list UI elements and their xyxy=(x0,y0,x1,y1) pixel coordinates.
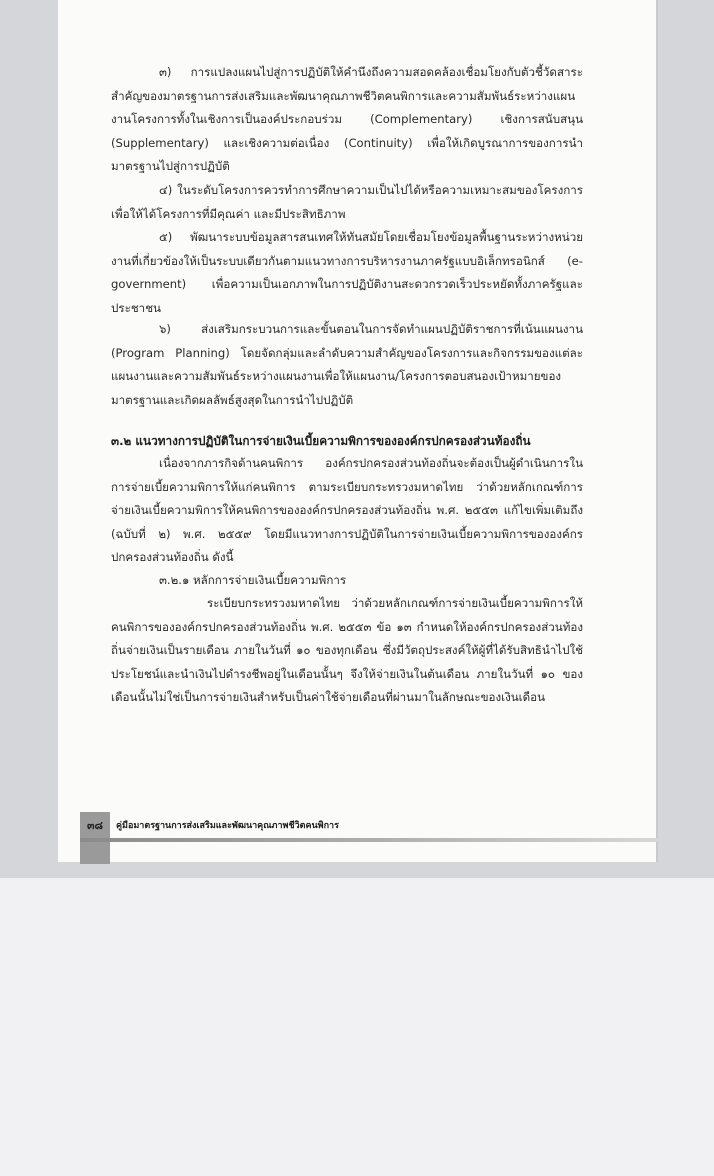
section-paragraph: เนื่องจากภารกิจด้านคนพิการ องค์กรปกครองส่วนท้องถิ่นจะต้องเป็นผู้ดำเนินการในการจ่ายเบี้ยความพิการให้แก่คนพิการ ตามระเบียบกระทรวงมหาดไทย ว่าด้วยหลักเกณฑ์การจ่ายเงินเบี้ยความพิการให้คนพิการขององค์กรปกครองส่วนท้องถิ่น พ.ศ. ๒๕๕๓ แก้ไขเพิ่มเติมถึง (ฉบับที่ ๒) พ.ศ. ๒๕๕๙ โดยมีแนวทางการปฏิบัติในการจ่ายเงินเบี้ยความพิการขององค์กรปกครองส่วนท้องถิ่น ดังนี้ xyxy=(111,456,583,564)
paragraph-item-5: ๕) พัฒนาระบบข้อมูลสารสนเทศให้ทันสมัยโดยเชื่อมโยงข้อมูลพื้นฐานระหว่างหน่วยงานที่เกี่ยวข้องให้เป็นระบบเดียวกันตามแนวทางการบริหารงานภาครัฐแบบอิเล็กทรอนิกส์ (e-government) เพื่อความเป็นเอกภาพในการปฏิบัติงานสะดวกรวดเร็วประหยัดทั้งภาครัฐและประชาชน xyxy=(111,230,583,315)
paragraph-item-6: ๖) ส่งเสริมกระบวนการและขั้นตอนในการจัดทำแผนปฏิบัติราชการที่เน้นแผนงาน (Program Planning) โดยจัดกลุ่มและลำดับความสำคัญของโครงการและกิจกรรมของแต่ละแผนงานและความสัมพันธ์ระหว่างแผนงานเพื่อให้แผนงาน/โครงการตอบสนองเป้าหมายของมาตรฐานและเกิดผลลัพธ์สูงสุดในการนำไปปฏิบัติ xyxy=(111,322,583,407)
subsection-heading: ๓.๒.๑ หลักการจ่ายเงินเบี้ยความพิการ xyxy=(159,573,347,587)
paragraph-item-3: ๓) การแปลงแผนไปสู่การปฏิบัติให้คำนึงถึงความสอดคล้องเชื่อมโยงกับตัวชี้วัดสาระสำคัญของมาตรฐานการส่งเสริมและพัฒนาคุณภาพชีวิตคนพิการและความสัมพันธ์ระหว่างแผนงานโครงการทั้งในเชิงการเป็นองค์ประกอบร่วม (Complementary) เชิงการสนับสนุน (Supplementary) และเชิงความต่อเนื่อง (Continuity) เพื่อให้เกิดบูรณาการของการนำมาตรฐานไปสู่การปฏิบัติ xyxy=(111,65,583,173)
subsection-paragraph: ระเบียบกระทรวงมหาดไทย ว่าด้วยหลักเกณฑ์การจ่ายเงินเบี้ยความพิการให้คนพิการขององค์กรปกครองส่วนท้องถิ่น พ.ศ. ๒๕๕๓ ข้อ ๑๓ กำหนดให้องค์กรปกครองส่วนท้องถิ่นจ่ายเงินเป็นรายเดือน ภายในวันที่ ๑๐ ของทุกเดือน ซึ่งมีวัตถุประสงค์ให้ผู้ที่ได้รับสิทธินำไปใช้ประโยชน์และนำเงินไปดำรงชีพอยู่ในเดือนนั้นๆ จึงให้จ่ายเงินในต้นเดือน ภายในวันที่ ๑๐ ของเดือนนั้นไม่ใช่เป็นการจ่ายเงินสำหรับเป็นค่าใช้จ่ายเดือนที่ผ่านมาในลักษณะของเงินเดือน xyxy=(111,596,583,704)
section-heading: ๓.๒ แนวทางการปฏิบัติในการจ่ายเงินเบี้ยความพิการขององค์กรปกครองส่วนท้องถิ่น xyxy=(111,434,531,448)
footer-book-title: คู่มือมาตรฐานการส่งเสริมและพัฒนาคุณภาพชีวิตคนพิการ xyxy=(116,821,339,831)
page-number: ๓๘ xyxy=(86,819,103,832)
footer-rule xyxy=(80,838,658,842)
paragraph-item-4: ๔) ในระดับโครงการควรทำการศึกษาความเป็นไปได้หรือความเหมาะสมของโครงการเพื่อให้ได้โครงการที่มีคุณค่า และมีประสิทธิภาพ xyxy=(111,183,583,221)
